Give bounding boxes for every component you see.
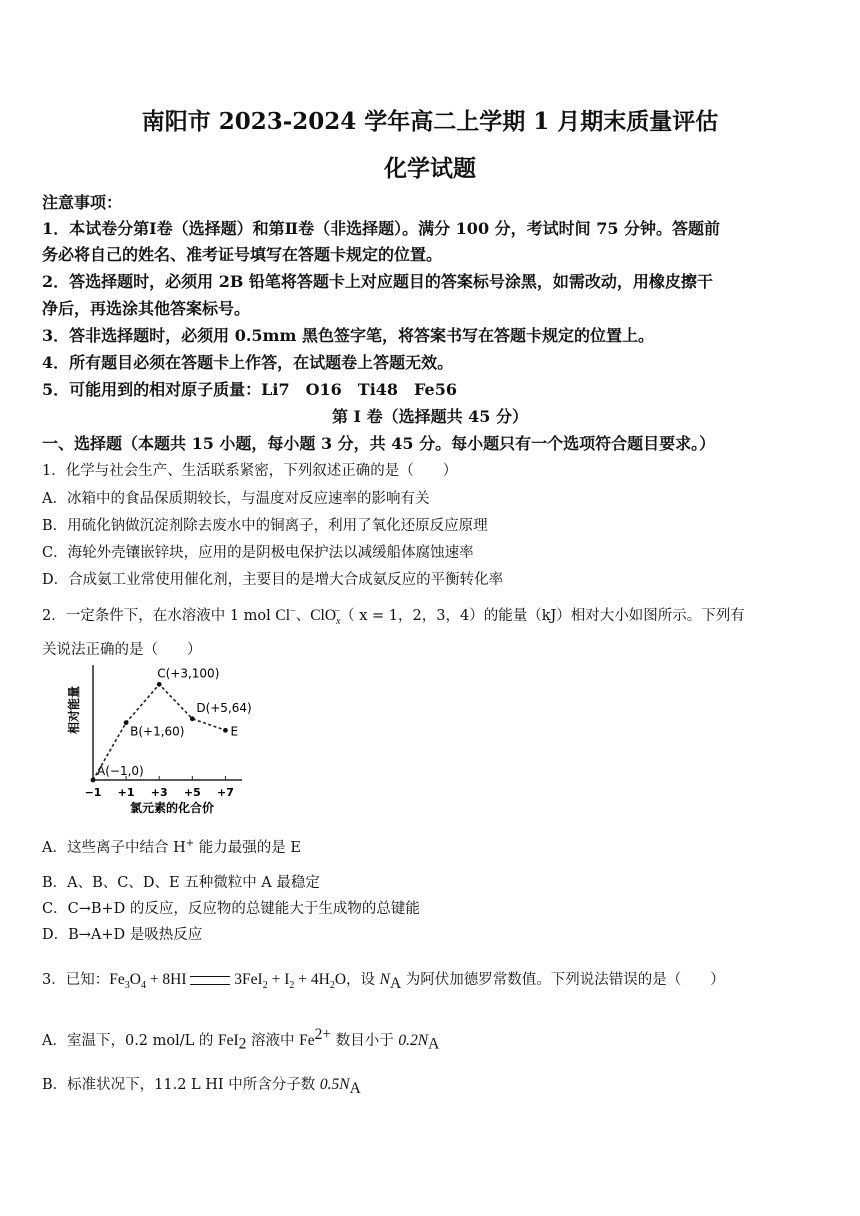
q2-option-b: B．A、B、C、D、E 五种微粒中 A 最稳定	[42, 875, 320, 891]
reaction-equation: $Fe_3O_4 + 8HI$ $3FeI_2 + I_2 + 4H_2O$	[109, 971, 347, 992]
notes-heading: 注意事项：	[42, 193, 123, 212]
point-A	[91, 778, 96, 783]
exam-subtitle: 化学试题	[384, 155, 476, 182]
chloride-ion: Cl−	[275, 605, 296, 624]
chlorate-ion: ClO$_x$−	[310, 605, 341, 628]
q3-option-a: A．室温下，0.2 mol/L 的 FeI$_2$ 溶液中 $Fe^{2+}$ 数目小于 $0.2N_A$	[42, 1026, 440, 1053]
x-tick-label: +3	[150, 786, 168, 799]
x-tick-label: +5	[183, 786, 201, 799]
q3-stem: 3．已知：$Fe_3O_4 + 8HI$ $3FeI_2 + I_2 + 4H_2O$，设 $N_A$ 为阿伏加德罗常数值。下列说法错误的是（ ）	[42, 971, 725, 992]
x-axis-label: 氯元素的化合价	[129, 801, 215, 815]
energy-chart	[67, 660, 252, 820]
q3-option-b: B．标准状况下，11.2 L HI 中所含分子数 $0.5N_A$	[42, 1076, 361, 1097]
x-tick-label: +7	[217, 786, 234, 799]
exam-title: 南阳市 2023-2024 学年高二上学期 1 月期末质量评估	[141, 108, 719, 135]
point-E	[223, 728, 228, 733]
q2-option-a: A．这些离子中结合 H+ 能力最强的是 E	[42, 838, 301, 856]
note-line-3: 3．答非选择题时，必须用 0.5mm 黑色签字笔，将答案书写在答题卡规定的位置上。	[42, 326, 654, 345]
q1-option-a: A．冰箱中的食品保质期较长，与温度对反应速率的影响有关	[42, 491, 430, 507]
note-line-1-cont: 务必将自己的姓名、准考证号填写在答题卡规定的位置。	[42, 245, 443, 264]
note-line-2: 2．答选择题时，必须用 2B 铅笔将答题卡上对应题目的答案标号涂黑，如需改动，用橡皮擦干	[42, 272, 713, 291]
y-axis-label: 相对能量	[67, 685, 81, 735]
point-label-B: B(+1,60)	[130, 724, 185, 739]
note-line-5: 5．可能用到的相对原子质量：Li7 O16 Ti48 Fe56	[42, 380, 457, 399]
q2-stem-line1: 2．一定条件下，在水溶液中 1 mol Cl−、ClO$_x$−（ x = 1，2，3，4）的能量（kJ）相对大小如图所示。下列有	[42, 605, 745, 628]
q2-option-d: D．B→A+D 是吸热反应	[42, 927, 203, 943]
x-tick-label: −1	[84, 786, 102, 799]
q1-option-d: D．合成氨工业常使用催化剂，主要目的是增大合成氨反应的平衡转化率	[42, 572, 504, 588]
point-B	[124, 720, 129, 725]
point-label-D: D(+5,64)	[196, 700, 252, 715]
section-instruction: 一、选择题（本题共 15 小题，每小题 3 分，共 45 分。每小题只有一个选项符合题目要求。）	[42, 434, 716, 453]
point-C	[157, 682, 162, 687]
equals-sign	[190, 976, 230, 985]
q1-option-c: C．海轮外壳镶嵌锌块，应用的是阴极电保护法以减缓船体腐蚀速率	[42, 545, 474, 561]
q1-option-b: B．用硫化钠做沉淀剂除去废水中的铜离子，利用了氧化还原反应原理	[42, 518, 488, 534]
point-label-A: A(−1,0)	[97, 764, 144, 778]
section-title: 第 I 卷（选择题共 45 分）	[331, 407, 529, 426]
note-line-1: 1．本试卷分第Ⅰ卷（选择题）和第Ⅱ卷（非选择题）。满分 100 分，考试时间 75 分钟。答题前	[42, 219, 721, 238]
point-D	[190, 716, 195, 721]
x-tick-label: +1	[117, 786, 135, 799]
point-label-E: E	[230, 724, 239, 739]
q2-option-c: C．C→B+D 的反应，反应物的总键能大于生成物的总键能	[42, 901, 420, 917]
note-line-2-cont: 净后，再选涂其他答案标号。	[42, 299, 251, 318]
q1-stem: 1．化学与社会生产、生活联系紧密，下列叙述正确的是（ ）	[42, 463, 458, 479]
note-line-4: 4．所有题目必须在答题卡上作答，在试题卷上答题无效。	[42, 353, 454, 372]
q2-stem-line2: 关说法正确的是（ ）	[42, 642, 202, 658]
point-label-C: C(+3,100)	[157, 666, 220, 681]
